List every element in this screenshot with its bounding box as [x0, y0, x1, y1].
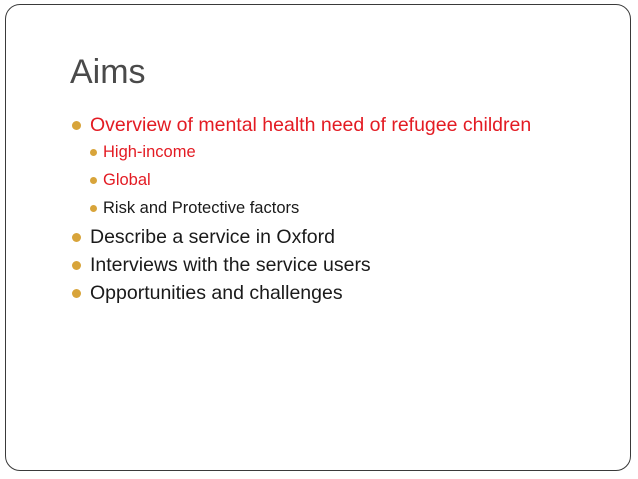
- sub-bullet-text: Global: [103, 171, 151, 189]
- bullet-item: [70, 280, 570, 306]
- sub-bullet-text: Risk and Protective factors: [103, 199, 300, 217]
- bullet-icon: [90, 149, 97, 156]
- sub-bullet-item: [89, 168, 570, 192]
- bullet-icon: [72, 233, 81, 242]
- bullet-item: [70, 224, 570, 250]
- bullet-item: [70, 252, 570, 278]
- bullet-text: Describe a service in Oxford: [90, 226, 335, 248]
- bullet-icon: [72, 261, 81, 270]
- sub-bullet-text: High-income: [103, 143, 196, 161]
- bullet-icon: [90, 177, 97, 184]
- bullet-text: Opportunities and challenges: [90, 282, 343, 304]
- bullet-icon: [90, 205, 97, 212]
- bullet-text: Overview of mental health need of refugee children: [90, 114, 532, 136]
- slide-title: Aims: [70, 53, 146, 91]
- bullet-list: [70, 112, 570, 308]
- bullet-text: Interviews with the service users: [90, 254, 371, 276]
- sub-bullet-item: [89, 140, 570, 164]
- sub-bullet-item: [89, 196, 570, 220]
- bullet-icon: [72, 121, 81, 130]
- bullet-icon: [72, 289, 81, 298]
- bullet-item: [70, 112, 570, 138]
